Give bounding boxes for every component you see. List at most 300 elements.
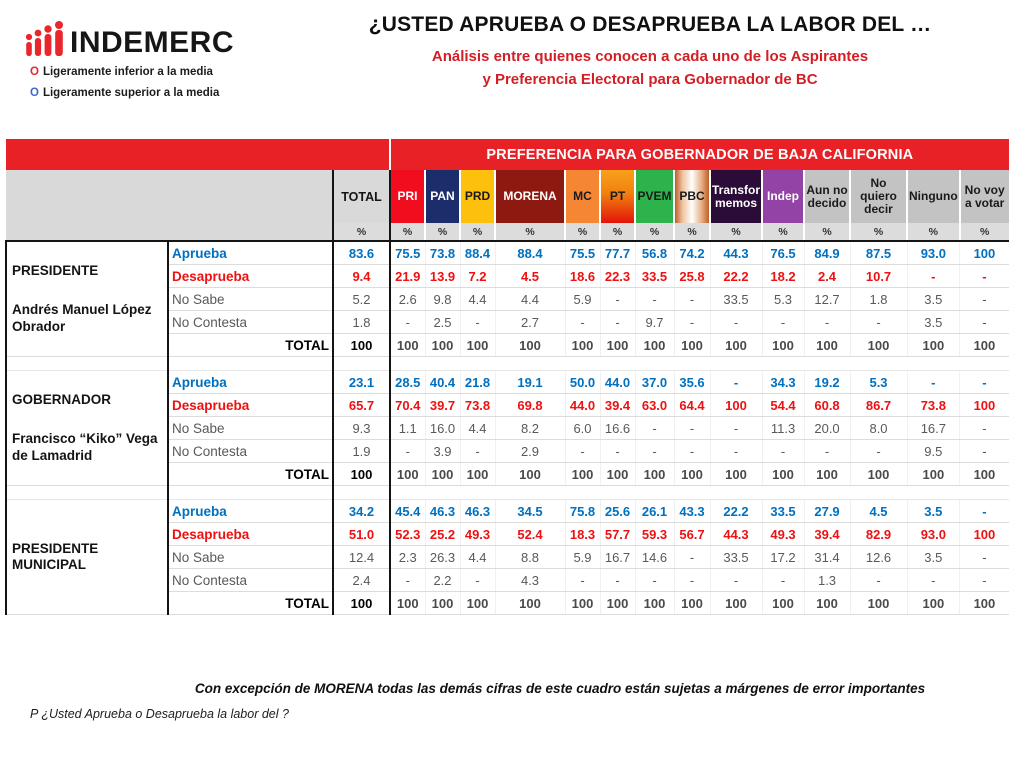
value-cell: - (460, 569, 495, 592)
value-cell: - (710, 440, 762, 463)
value-cell: - (960, 311, 1009, 334)
column-header-pvem: PVEM (635, 170, 674, 223)
value-cell: 10.7 (850, 265, 907, 288)
value-cell: 74.2 (674, 241, 710, 265)
subtitle-line1: Análisis entre quienes conocen a cada uno de los Aspirantes (431, 48, 869, 65)
row-label-no_contesta: No Contesta (168, 440, 333, 463)
value-cell: 87.5 (850, 241, 907, 265)
banner-left-cell (6, 139, 390, 170)
value-cell: 2.3 (390, 546, 425, 569)
value-cell: 26.1 (635, 500, 674, 523)
value-cell: 25.2 (425, 523, 460, 546)
value-cell: 9.4 (333, 265, 390, 288)
value-cell: 22.2 (710, 265, 762, 288)
value-cell: 76.5 (762, 241, 804, 265)
percent-cell: % (710, 223, 762, 241)
value-cell: - (710, 311, 762, 334)
value-cell: - (390, 569, 425, 592)
value-cell: 8.0 (850, 417, 907, 440)
column-header-pan: PAN (425, 170, 460, 223)
column-header-no-voy-a-votar: No voy a votar (960, 170, 1009, 223)
value-cell: 75.5 (390, 241, 425, 265)
section-office: PRESIDENTE (12, 263, 99, 278)
section-office: PRESIDENTE MUNICIPAL (12, 541, 99, 572)
value-cell: 100 (674, 463, 710, 486)
value-cell: 3.9 (425, 440, 460, 463)
value-cell: 84.9 (804, 241, 850, 265)
value-cell: - (960, 500, 1009, 523)
value-cell: 100 (565, 334, 600, 357)
value-cell: 5.3 (850, 371, 907, 394)
value-cell: 100 (674, 592, 710, 615)
value-cell: 100 (565, 592, 600, 615)
value-cell: 100 (960, 394, 1009, 417)
value-cell: 44.3 (710, 523, 762, 546)
value-cell: 44.0 (565, 394, 600, 417)
spacer-cell (6, 486, 168, 500)
section-label-1 (6, 371, 168, 486)
value-cell: 100 (710, 463, 762, 486)
value-cell: 33.5 (710, 546, 762, 569)
value-cell: 25.6 (600, 500, 635, 523)
column-header-indep: Indep (762, 170, 804, 223)
value-cell: 73.8 (425, 241, 460, 265)
value-cell: 18.6 (565, 265, 600, 288)
value-cell: 20.0 (804, 417, 850, 440)
value-cell: 2.5 (425, 311, 460, 334)
value-cell: 100 (907, 463, 960, 486)
value-cell: 100 (960, 334, 1009, 357)
value-cell: 100 (333, 334, 390, 357)
percent-cell: % (600, 223, 635, 241)
column-header-pri: PRI (390, 170, 425, 223)
value-cell: - (850, 311, 907, 334)
value-cell: 100 (495, 592, 565, 615)
column-header-pbc: PBC (674, 170, 710, 223)
value-cell: 100 (460, 334, 495, 357)
value-cell: - (565, 440, 600, 463)
value-cell: 100 (600, 334, 635, 357)
value-cell: 22.3 (600, 265, 635, 288)
legend-inferior-marker: O (30, 66, 39, 78)
page-subtitle (290, 45, 1010, 91)
value-cell: - (460, 440, 495, 463)
value-cell: 9.7 (635, 311, 674, 334)
value-cell: 16.7 (907, 417, 960, 440)
value-cell: - (762, 311, 804, 334)
value-cell: 88.4 (460, 241, 495, 265)
value-cell: 18.3 (565, 523, 600, 546)
value-cell: 16.7 (600, 546, 635, 569)
value-cell: 100 (850, 334, 907, 357)
row-label-desaprueba: Desaprueba (168, 523, 333, 546)
value-cell: 8.2 (495, 417, 565, 440)
value-cell: 1.9 (333, 440, 390, 463)
value-cell: - (804, 440, 850, 463)
percent-cell: % (674, 223, 710, 241)
value-cell: 52.3 (390, 523, 425, 546)
value-cell: 54.4 (762, 394, 804, 417)
value-cell: 44.3 (710, 241, 762, 265)
value-cell: 7.2 (460, 265, 495, 288)
value-cell: - (960, 288, 1009, 311)
row-label-aprueba: Aprueba (168, 371, 333, 394)
value-cell: 4.5 (850, 500, 907, 523)
spacer-cell (6, 357, 168, 371)
value-cell: 2.2 (425, 569, 460, 592)
value-cell: - (850, 440, 907, 463)
row-label-no_sabe: No Sabe (168, 417, 333, 440)
value-cell: 100 (635, 592, 674, 615)
value-cell: 100 (907, 592, 960, 615)
spacer-cell (333, 357, 390, 371)
value-cell: 100 (960, 592, 1009, 615)
section-office: GOBERNADOR (12, 392, 112, 407)
value-cell: 1.8 (333, 311, 390, 334)
value-cell: 12.7 (804, 288, 850, 311)
value-cell: - (907, 371, 960, 394)
value-cell: - (674, 288, 710, 311)
value-cell: - (674, 546, 710, 569)
banner-title: PREFERENCIA PARA GOBERNADOR DE BAJA CALIFORNIA (390, 139, 1009, 170)
column-header-ninguno: Ninguno (907, 170, 960, 223)
logo-text: INDEMERC (70, 26, 235, 59)
value-cell: 18.2 (762, 265, 804, 288)
value-cell: 1.1 (390, 417, 425, 440)
row-label-aprueba: Aprueba (168, 241, 333, 265)
value-cell: 57.7 (600, 523, 635, 546)
value-cell: 25.8 (674, 265, 710, 288)
value-cell: 100 (710, 334, 762, 357)
value-cell: 3.5 (907, 546, 960, 569)
value-cell: 17.2 (762, 546, 804, 569)
value-cell: - (600, 440, 635, 463)
value-cell: 12.6 (850, 546, 907, 569)
value-cell: 37.0 (635, 371, 674, 394)
value-cell: 100 (960, 241, 1009, 265)
value-cell: 73.8 (907, 394, 960, 417)
survey-question: P ¿Usted Aprueba o Desaprueba la labor del ? (30, 707, 289, 721)
value-cell: 100 (907, 334, 960, 357)
value-cell: 75.8 (565, 500, 600, 523)
value-cell: 1.3 (804, 569, 850, 592)
value-cell: - (960, 546, 1009, 569)
value-cell: 100 (460, 592, 495, 615)
indemerc-bars-icon (22, 20, 68, 66)
value-cell: 5.9 (565, 288, 600, 311)
value-cell: 2.9 (495, 440, 565, 463)
value-cell: 100 (495, 463, 565, 486)
value-cell: 13.9 (425, 265, 460, 288)
value-cell: 100 (635, 334, 674, 357)
spacer-cell (390, 486, 1009, 500)
spacer-cell (333, 486, 390, 500)
row-label-aprueba: Aprueba (168, 500, 333, 523)
value-cell: 22.2 (710, 500, 762, 523)
value-cell: 49.3 (460, 523, 495, 546)
value-cell: 46.3 (425, 500, 460, 523)
percent-cell: % (333, 223, 390, 241)
value-cell: 4.4 (460, 417, 495, 440)
value-cell: 19.2 (804, 371, 850, 394)
value-cell: 5.3 (762, 288, 804, 311)
legend-superior (30, 87, 219, 99)
value-cell: - (960, 440, 1009, 463)
row-label-total: TOTAL (168, 463, 333, 486)
value-cell: - (674, 417, 710, 440)
column-header-prd: PRD (460, 170, 495, 223)
value-cell: - (710, 371, 762, 394)
value-cell: 39.4 (600, 394, 635, 417)
legend-inferior-label: Ligeramente inferior a la media (42, 66, 213, 78)
results-table-grid (5, 139, 1009, 615)
value-cell: 12.4 (333, 546, 390, 569)
section-label-2 (6, 500, 168, 615)
value-cell: - (674, 440, 710, 463)
value-cell: 65.7 (333, 394, 390, 417)
percent-cell: % (907, 223, 960, 241)
value-cell: 100 (710, 394, 762, 417)
value-cell: 100 (425, 334, 460, 357)
value-cell: - (600, 288, 635, 311)
value-cell: 70.4 (390, 394, 425, 417)
row-label-total: TOTAL (168, 334, 333, 357)
percent-cell: % (495, 223, 565, 241)
value-cell: 2.7 (495, 311, 565, 334)
value-cell: 33.5 (710, 288, 762, 311)
value-cell: 9.5 (907, 440, 960, 463)
value-cell: 44.0 (600, 371, 635, 394)
title-block (290, 13, 1010, 91)
value-cell: 69.8 (495, 394, 565, 417)
value-cell: 51.0 (333, 523, 390, 546)
value-cell: 100 (850, 592, 907, 615)
value-cell: 40.4 (425, 371, 460, 394)
section-person: Francisco “Kiko” Vega de Lamadrid (12, 431, 158, 463)
percent-cell: % (804, 223, 850, 241)
value-cell: 75.5 (565, 241, 600, 265)
value-cell: 3.5 (907, 500, 960, 523)
value-cell: - (635, 440, 674, 463)
value-cell: 100 (960, 523, 1009, 546)
value-cell: 23.1 (333, 371, 390, 394)
page-title: ¿USTED APRUEBA O DESAPRUEBA LA LABOR DEL … (368, 13, 932, 36)
legend-superior-marker: O (30, 87, 39, 99)
percent-cell: % (762, 223, 804, 241)
value-cell: 2.6 (390, 288, 425, 311)
value-cell: - (390, 440, 425, 463)
value-cell: 100 (460, 463, 495, 486)
value-cell: 100 (804, 463, 850, 486)
percent-cell: % (390, 223, 425, 241)
value-cell: 100 (390, 463, 425, 486)
value-cell: 100 (762, 592, 804, 615)
row-label-desaprueba: Desaprueba (168, 394, 333, 417)
value-cell: 34.3 (762, 371, 804, 394)
value-cell: 59.3 (635, 523, 674, 546)
value-cell: - (565, 311, 600, 334)
value-cell: 83.6 (333, 241, 390, 265)
percent-cell: % (460, 223, 495, 241)
value-cell: 4.4 (460, 288, 495, 311)
header-corner-cell (6, 170, 333, 241)
value-cell: - (762, 569, 804, 592)
spacer-cell (168, 357, 333, 371)
value-cell: 100 (804, 334, 850, 357)
value-cell: 100 (425, 592, 460, 615)
value-cell: - (390, 311, 425, 334)
value-cell: - (565, 569, 600, 592)
value-cell: 49.3 (762, 523, 804, 546)
value-cell: 39.7 (425, 394, 460, 417)
value-cell: 100 (425, 463, 460, 486)
value-cell: 35.6 (674, 371, 710, 394)
percent-cell: % (850, 223, 907, 241)
value-cell: 100 (390, 334, 425, 357)
value-cell: 6.0 (565, 417, 600, 440)
value-cell: 56.8 (635, 241, 674, 265)
value-cell: 82.9 (850, 523, 907, 546)
row-label-total: TOTAL (168, 592, 333, 615)
footnote: Con excepción de MORENA todas las demás cifras de este cuadro están sujetas a márgenes de error importantes (194, 681, 926, 696)
value-cell: 100 (850, 463, 907, 486)
value-cell: 11.3 (762, 417, 804, 440)
value-cell: 100 (960, 463, 1009, 486)
value-cell: 3.5 (907, 288, 960, 311)
indemerc-logo (22, 20, 234, 66)
value-cell: 9.3 (333, 417, 390, 440)
value-cell: 9.8 (425, 288, 460, 311)
legend-superior-label: Ligeramente superior a la media (42, 87, 220, 99)
column-header-pt: PT (600, 170, 635, 223)
row-label-no_contesta: No Contesta (168, 311, 333, 334)
value-cell: 34.2 (333, 500, 390, 523)
value-cell: 14.6 (635, 546, 674, 569)
column-header-transfor-memos: Transfor memos (710, 170, 762, 223)
value-cell: 100 (600, 592, 635, 615)
value-cell: 100 (565, 463, 600, 486)
value-cell: - (907, 569, 960, 592)
row-label-no_contesta: No Contesta (168, 569, 333, 592)
value-cell: - (710, 417, 762, 440)
value-cell: 100 (333, 592, 390, 615)
total-column-header: TOTAL (333, 170, 390, 223)
value-cell: 100 (495, 334, 565, 357)
value-cell: 4.4 (460, 546, 495, 569)
value-cell: 100 (635, 463, 674, 486)
value-cell: 28.5 (390, 371, 425, 394)
value-cell: 5.9 (565, 546, 600, 569)
value-cell: 34.5 (495, 500, 565, 523)
row-label-no_sabe: No Sabe (168, 288, 333, 311)
value-cell: 100 (600, 463, 635, 486)
value-cell: - (635, 569, 674, 592)
value-cell: 100 (674, 334, 710, 357)
value-cell: 45.4 (390, 500, 425, 523)
value-cell: 2.4 (333, 569, 390, 592)
value-cell: 5.2 (333, 288, 390, 311)
value-cell: 19.1 (495, 371, 565, 394)
value-cell: 100 (390, 592, 425, 615)
value-cell: - (460, 311, 495, 334)
value-cell: - (907, 265, 960, 288)
value-cell: 88.4 (495, 241, 565, 265)
value-cell: 100 (762, 463, 804, 486)
percent-cell: % (960, 223, 1009, 241)
section-person: Andrés Manuel López Obrador (12, 302, 152, 334)
value-cell: - (710, 569, 762, 592)
value-cell: 86.7 (850, 394, 907, 417)
value-cell: - (850, 569, 907, 592)
value-cell: 60.8 (804, 394, 850, 417)
value-cell: 43.3 (674, 500, 710, 523)
legend (30, 66, 219, 108)
value-cell: 2.4 (804, 265, 850, 288)
spacer-cell (168, 486, 333, 500)
value-cell: 26.3 (425, 546, 460, 569)
value-cell: - (960, 417, 1009, 440)
value-cell: - (674, 311, 710, 334)
subtitle-line2: y Preferencia Electoral para Gobernador de BC (482, 71, 818, 88)
value-cell: - (960, 569, 1009, 592)
value-cell: 46.3 (460, 500, 495, 523)
value-cell: 56.7 (674, 523, 710, 546)
value-cell: 3.5 (907, 311, 960, 334)
value-cell: - (635, 288, 674, 311)
value-cell: 100 (762, 334, 804, 357)
value-cell: - (804, 311, 850, 334)
row-label-no_sabe: No Sabe (168, 546, 333, 569)
row-label-desaprueba: Desaprueba (168, 265, 333, 288)
value-cell: - (674, 569, 710, 592)
value-cell: - (635, 417, 674, 440)
value-cell: - (600, 311, 635, 334)
value-cell: 21.9 (390, 265, 425, 288)
value-cell: - (762, 440, 804, 463)
value-cell: 27.9 (804, 500, 850, 523)
value-cell: 100 (333, 463, 390, 486)
value-cell: - (960, 265, 1009, 288)
value-cell: 1.8 (850, 288, 907, 311)
percent-cell: % (565, 223, 600, 241)
value-cell: 52.4 (495, 523, 565, 546)
column-header-morena: MORENA (495, 170, 565, 223)
value-cell: 21.8 (460, 371, 495, 394)
value-cell: 64.4 (674, 394, 710, 417)
percent-cell: % (635, 223, 674, 241)
value-cell: - (960, 371, 1009, 394)
value-cell: 16.0 (425, 417, 460, 440)
value-cell: 33.5 (635, 265, 674, 288)
value-cell: 8.8 (495, 546, 565, 569)
value-cell: 77.7 (600, 241, 635, 265)
column-header-aun-no-decido: Aun no decido (804, 170, 850, 223)
value-cell: 93.0 (907, 523, 960, 546)
spacer-cell (390, 357, 1009, 371)
value-cell: 31.4 (804, 546, 850, 569)
legend-inferior (30, 66, 219, 78)
value-cell: 16.6 (600, 417, 635, 440)
value-cell: 33.5 (762, 500, 804, 523)
column-header-no-quiero-decir: No quiero decir (850, 170, 907, 223)
value-cell: 4.4 (495, 288, 565, 311)
results-table (5, 139, 1009, 615)
value-cell: 100 (710, 592, 762, 615)
value-cell: 4.3 (495, 569, 565, 592)
section-label-0 (6, 241, 168, 357)
value-cell: 93.0 (907, 241, 960, 265)
column-header-mc: MC (565, 170, 600, 223)
